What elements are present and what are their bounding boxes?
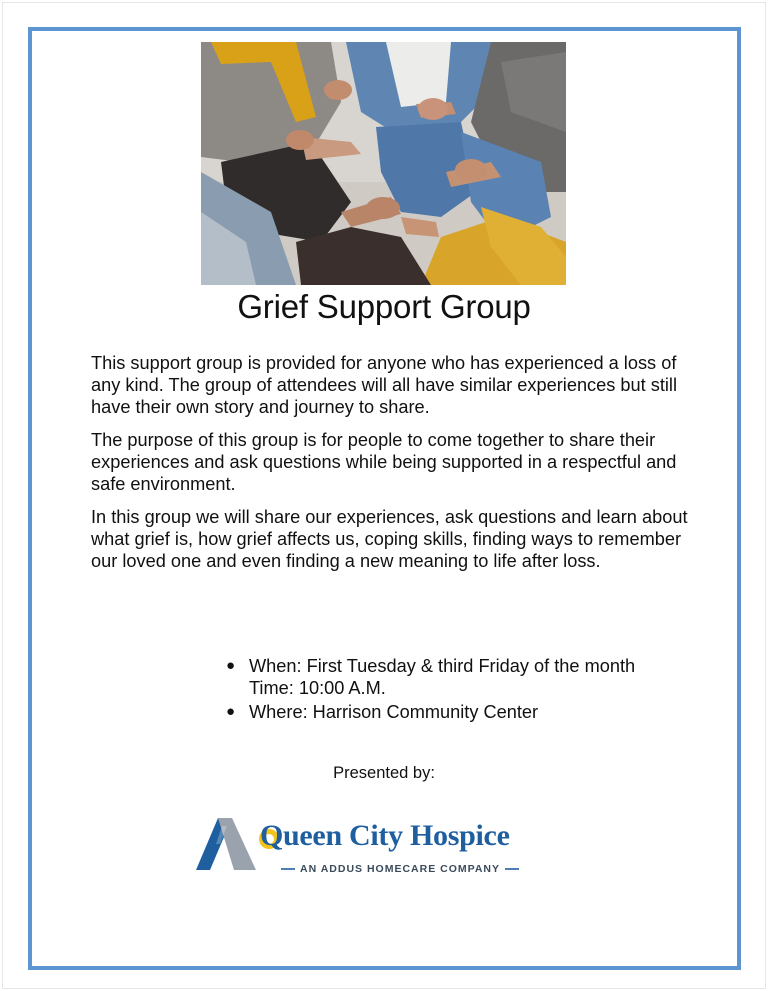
event-time-line bbox=[249, 677, 696, 699]
event-details-list bbox=[226, 655, 696, 725]
where-label: Where bbox=[249, 702, 303, 722]
time-label: Time bbox=[249, 678, 289, 698]
description-paragraph-3: In this group we will share our experiences, ask questions and learn about what grief is, how grief affects us, coping skills, finding ways to remember our loved one and even finding a new meaning to life after loss. bbox=[91, 507, 688, 571]
time-value: : 10:00 A.M. bbox=[288, 678, 386, 698]
logo-tagline-row bbox=[276, 863, 524, 875]
bullet-icon: ● bbox=[226, 657, 236, 674]
description-paragraph-1: This support group is provided for anyone who has experienced a loss of any kind. The group of attendees will all have similar experiences but still have their own story and journey to share. bbox=[91, 353, 678, 417]
logo-tagline: AN ADDUS HOMECARE COMPANY bbox=[300, 863, 501, 875]
tagline-dash-right bbox=[505, 868, 519, 870]
where-value: : Harrison Community Center bbox=[302, 702, 539, 722]
logo-name: Queen City Hospice bbox=[260, 819, 510, 852]
bullet-icon: ● bbox=[226, 703, 236, 720]
event-when-item bbox=[226, 655, 696, 699]
logo-mark-icon bbox=[196, 818, 260, 873]
support-group-photo bbox=[201, 42, 566, 285]
presented-by: Presented by: bbox=[333, 764, 435, 782]
description-paragraph-2: The purpose of this group is for people to come together to share their experiences and ask questions while being supported in a respectful and safe environment. bbox=[91, 430, 677, 494]
when-value: : First Tuesday & third Friday of the month bbox=[296, 656, 636, 676]
description bbox=[91, 352, 691, 583]
queen-city-hospice-logo bbox=[196, 815, 536, 880]
event-where-item bbox=[226, 701, 696, 723]
tagline-dash-left bbox=[281, 868, 295, 870]
when-label: When bbox=[249, 656, 297, 676]
flyer-title: Grief Support Group bbox=[237, 288, 531, 325]
